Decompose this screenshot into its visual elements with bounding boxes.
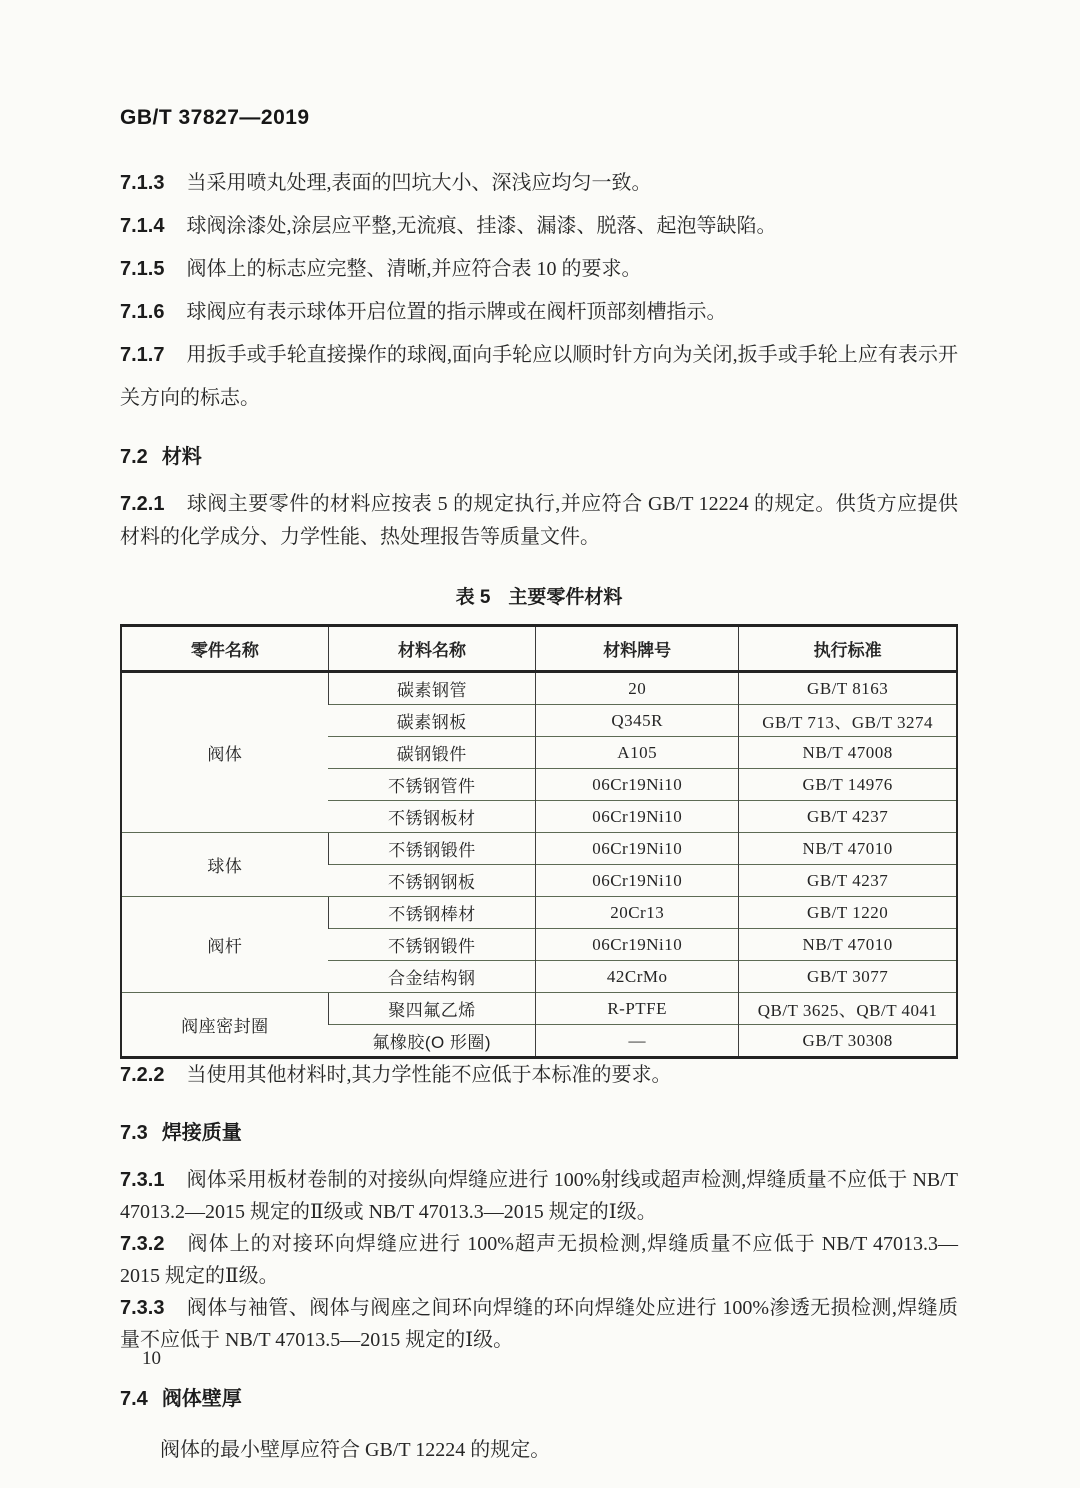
clause-text: 球阀应有表示球体开启位置的指示牌或在阀杆顶部刻槽指示。 <box>186 301 727 323</box>
clause-number: 7.1.5 <box>120 258 165 280</box>
clause-number: 7.2.2 <box>120 1064 165 1086</box>
clause-number: 7.1.7 <box>120 344 165 366</box>
standard-cell: NB/T 47010 <box>739 833 957 865</box>
clause-number: 7.3.1 <box>120 1169 165 1191</box>
grade-cell: 06Cr19Ni10 <box>536 929 739 961</box>
clause-7-2-2 <box>120 1059 958 1092</box>
material-cell: 碳素钢管 <box>328 672 535 705</box>
grade-cell: 06Cr19Ni10 <box>536 833 739 865</box>
standard-cell: NB/T 47008 <box>739 737 957 769</box>
col-header-part-name: 零件名称 <box>121 626 328 672</box>
clause-text: 球阀主要零件的材料应按表 5 的规定执行,并应符合 GB/T 12224 的规定。供货方应提供材料的化学成分、力学性能、热处理报告等质量文件。 <box>120 493 958 548</box>
clause-7-1-7 <box>120 334 958 420</box>
material-cell: 碳素钢板 <box>328 705 535 737</box>
table-5-caption <box>120 582 958 609</box>
material-cell: 碳钢锻件 <box>328 737 535 769</box>
clause-7-1-4 <box>120 205 958 248</box>
table-row <box>121 672 957 705</box>
standard-cell: GB/T 8163 <box>739 672 957 705</box>
grade-cell: 20 <box>536 672 739 705</box>
clause-7-2-1 <box>120 488 958 554</box>
clause-text: 用扳手或手轮直接操作的球阀,面向手轮应以顺时针方向为关闭,扳手或手轮上应有表示开关方向的标志。 <box>120 344 958 409</box>
clause-block-7-1 <box>120 162 958 420</box>
standard-cell: GB/T 713、GB/T 3274 <box>739 705 957 737</box>
clause-text: 阀体采用板材卷制的对接纵向焊缝应进行 100%射线或超声检测,焊缝质量不应低于 NB/T 47013.2—2015 规定的Ⅱ级或 NB/T 47013.3—2015 规定的Ⅰ级。 <box>120 1169 958 1223</box>
standard-cell: GB/T 30308 <box>739 1025 957 1058</box>
clause-text: 阀体与袖管、阀体与阀座之间环向焊缝的环向焊缝处应进行 100%渗透无损检测,焊缝质量不应低于 NB/T 47013.5—2015 规定的Ⅰ级。 <box>120 1297 958 1351</box>
table-caption-label: 表 5 <box>455 587 491 608</box>
standard-cell: GB/T 4237 <box>739 865 957 897</box>
table-header-row <box>121 626 957 672</box>
material-cell: 不锈钢板材 <box>328 801 535 833</box>
section-number: 7.2 <box>120 446 148 468</box>
standard-cell: GB/T 3077 <box>739 961 957 993</box>
table-5-main-part-materials <box>120 624 958 1059</box>
clause-number: 7.1.3 <box>120 172 165 194</box>
section-title: 阀体壁厚 <box>161 1388 242 1410</box>
part-cell-stem: 阀杆 <box>121 897 328 993</box>
part-cell-ball: 球体 <box>121 833 328 897</box>
clause-text: 球阀涂漆处,涂层应平整,无流痕、挂漆、漏漆、脱落、起泡等缺陷。 <box>186 215 777 237</box>
clause-number: 7.3.2 <box>120 1233 165 1255</box>
clause-number: 7.3.3 <box>120 1297 165 1319</box>
clause-number: 7.1.4 <box>120 215 165 237</box>
clause-7-4-text: 阀体的最小壁厚应符合 GB/T 12224 的规定。 <box>160 1439 551 1461</box>
section-heading-7-4 <box>120 1386 958 1412</box>
grade-cell: Q345R <box>536 705 739 737</box>
table-caption-title: 主要零件材料 <box>508 587 623 608</box>
material-cell: 合金结构钢 <box>328 961 535 993</box>
clause-block-7-3 <box>120 1164 958 1356</box>
grade-cell: — <box>536 1025 739 1058</box>
clause-7-1-5 <box>120 248 958 291</box>
clause-text: 当使用其他材料时,其力学性能不应低于本标准的要求。 <box>186 1064 672 1086</box>
page-number: 10 <box>142 1348 161 1369</box>
grade-cell: 06Cr19Ni10 <box>536 769 739 801</box>
material-cell: 聚四氟乙烯 <box>328 993 535 1025</box>
clause-7-3-3 <box>120 1292 958 1356</box>
table-row <box>121 897 957 929</box>
grade-cell: A105 <box>536 737 739 769</box>
material-cell: 不锈钢管件 <box>328 769 535 801</box>
clause-7-3-2 <box>120 1228 958 1292</box>
standard-cell: GB/T 1220 <box>739 897 957 929</box>
section-number: 7.4 <box>120 1388 148 1410</box>
section-number: 7.3 <box>120 1122 148 1144</box>
section-title: 焊接质量 <box>161 1122 242 1144</box>
material-cell: 不锈钢锻件 <box>328 833 535 865</box>
section-heading-7-2 <box>120 444 958 470</box>
clause-text: 阀体上的对接环向焊缝应进行 100%超声无损检测,焊缝质量不应低于 NB/T 47013.3—2015 规定的Ⅱ级。 <box>120 1233 958 1287</box>
standard-cell: GB/T 14976 <box>739 769 957 801</box>
grade-cell: 20Cr13 <box>536 897 739 929</box>
clause-7-1-3 <box>120 162 958 205</box>
grade-cell: 42CrMo <box>536 961 739 993</box>
grade-cell: R-PTFE <box>536 993 739 1025</box>
material-cell: 不锈钢钢板 <box>328 865 535 897</box>
grade-cell: 06Cr19Ni10 <box>536 801 739 833</box>
standard-cell: QB/T 3625、QB/T 4041 <box>739 993 957 1025</box>
clause-text: 当采用喷丸处理,表面的凹坑大小、深浅应均匀一致。 <box>186 172 652 194</box>
standard-code-header: GB/T 37827—2019 <box>120 106 310 129</box>
material-cell: 不锈钢锻件 <box>328 929 535 961</box>
col-header-standard: 执行标准 <box>739 626 957 672</box>
standard-cell: NB/T 47010 <box>739 929 957 961</box>
clause-7-1-6 <box>120 291 958 334</box>
section-heading-7-3 <box>120 1120 958 1146</box>
part-cell-seat-seal-ring: 阀座密封圈 <box>121 993 328 1058</box>
col-header-material-grade: 材料牌号 <box>536 626 739 672</box>
clause-text: 阀体上的标志应完整、清晰,并应符合表 10 的要求。 <box>186 258 642 280</box>
page-content <box>120 0 958 1467</box>
col-header-material-name: 材料名称 <box>328 626 535 672</box>
grade-cell: 06Cr19Ni10 <box>536 865 739 897</box>
standard-cell: GB/T 4237 <box>739 801 957 833</box>
material-cell: 氟橡胶(O 形圈) <box>328 1025 535 1058</box>
table-row <box>121 833 957 865</box>
table-row <box>121 993 957 1025</box>
part-cell-valve-body: 阀体 <box>121 672 328 833</box>
section-title: 材料 <box>161 446 202 468</box>
clause-number: 7.2.1 <box>120 493 165 515</box>
clause-number: 7.1.6 <box>120 301 165 323</box>
clause-7-3-1 <box>120 1164 958 1228</box>
material-cell: 不锈钢棒材 <box>328 897 535 929</box>
